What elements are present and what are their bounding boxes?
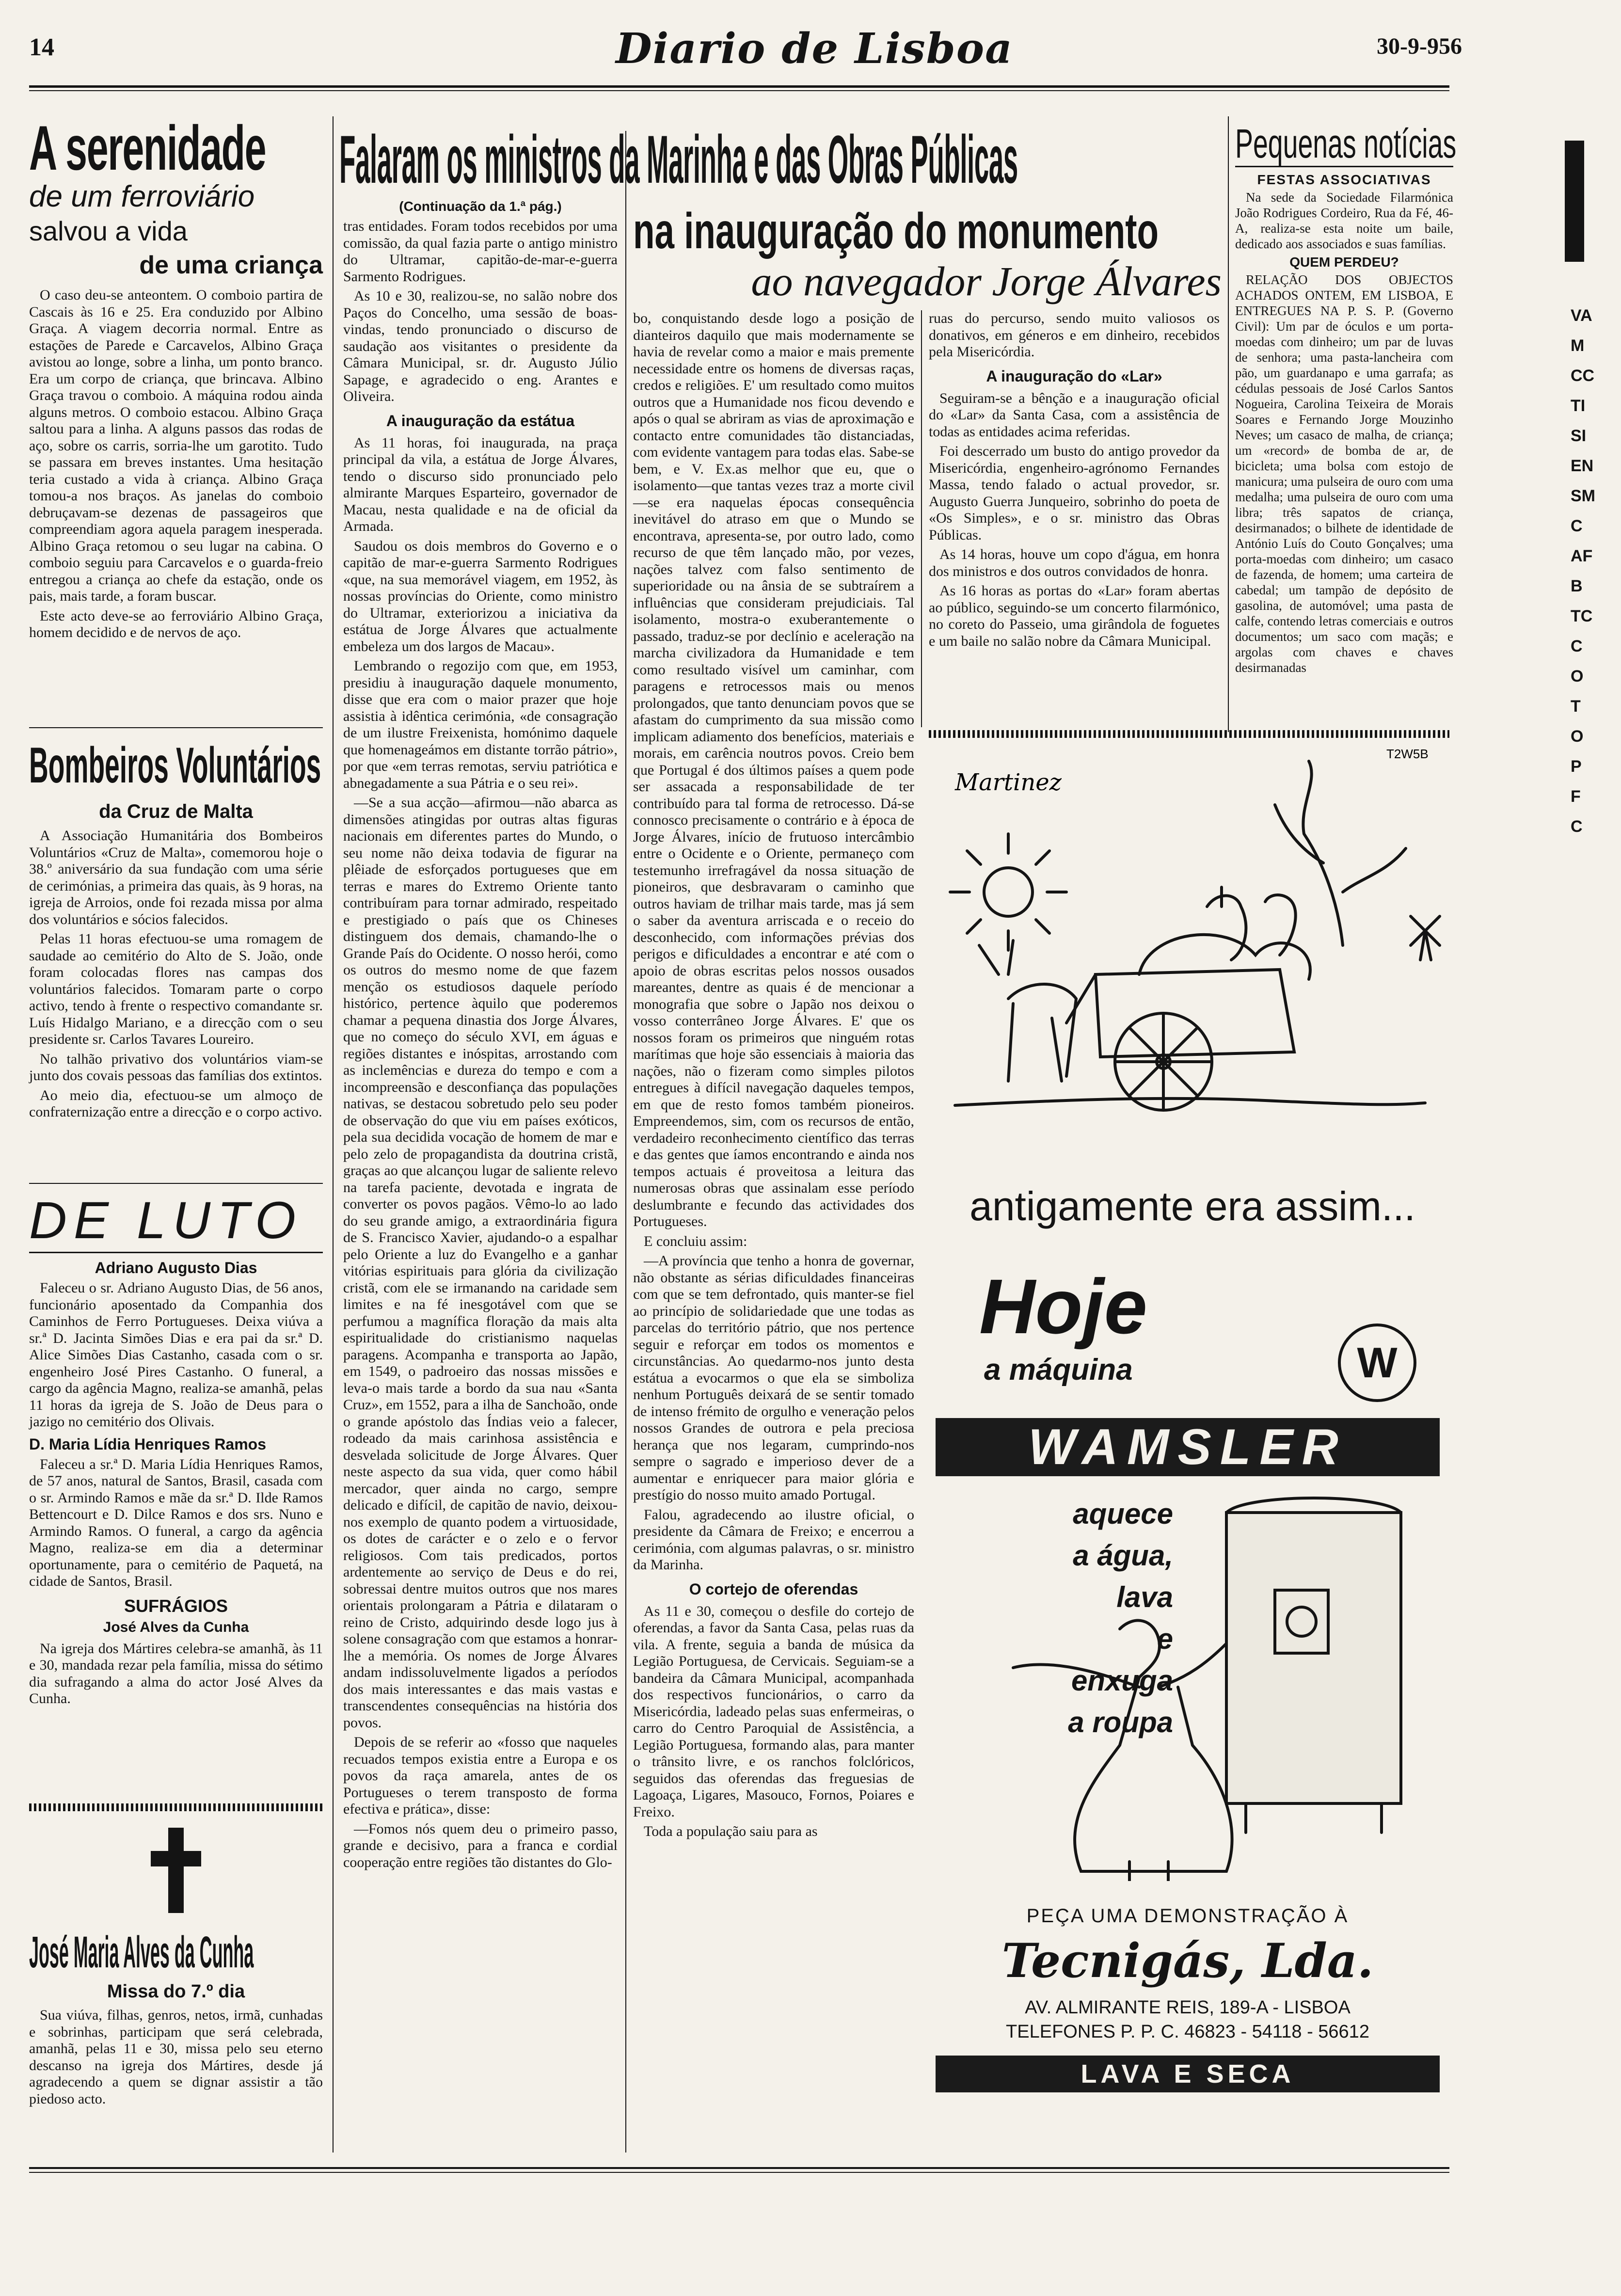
wamsler-logo-icon bbox=[1338, 1323, 1416, 1402]
obituary-notice bbox=[29, 1927, 323, 2110]
logo-letter: W bbox=[1357, 1339, 1398, 1387]
feature-line: a água, bbox=[1073, 1539, 1173, 1572]
pequenas-noticias bbox=[1235, 120, 1457, 678]
company-phones: TELEFONES P. P. C. 46823 - 54118 - 56612 bbox=[1006, 2022, 1369, 2042]
ministros-paragraph: —Se a sua acção—afirmou—não abarca as dimensões atingidas por outras altas figuras nacionais em diferentes partes do Mundo, o seu nome não deixa todavia de figurar na plêiade de esforçados portugueses que em terras e mares do Extremo Oriente tanto contribuíram para tornar admirado, respeitado e prestigiado o país que os Chineses distinguem dos demais, chamando-lhe o Grande País do Ocidente. O nosso herói, como os outros do mesmo nome de que fazem menção os estudiosos daquele período histórico, pertence àquilo que poderemos chamar a pequena dinastia dos Jorge Álvares, que no começo do século XVI, em águas e regiões distantes e inóspitas, arrostando com as inclemências e dureza do tempo e com a incompreensão e desconfiança das populações nativas, se destacou sobretudo pelo seu poder de observação do que viu em países exóticos, pela sua decidida vocação de homem de mar e pelo zelo de propagandista da doutrina cristã, graças ao que alcançou lugar de saliente relevo na tarefa paciente, devotada e ingrata de converter os povos pagãos. Vêmo-lo ao lado do seu grande amigo, a extraordinária figura de S. Francisco Xavier, ajudando-o a espalhar pelo Oriente a luz do Evangelho e a ganhar vitórias espirituais para glória da civilização cristã, com ele se irmanando na caridade sem limites e na fé inesgotável com que se perfumou a magnífica floração da mais alta espiritualidade do cristianismo naquelas paragens. Acompanha e transporta ao Japão, em 1549, o padroeiro das nossas missões e leva-o mais tarde a bordo da sua nau «Santa Cruz», em 1552, para a ilha de Sanchoão, onde o grande apóstolo das Índias veio a falecer, rodeado da mais carinhosa assistência e desvelada solicitude de Jorge Álvares. Quer neste aspecto da sua vida, quer como hábil mercador, quer ainda no cargo, sempre delicado e difícil, de capitão de navio, deixou-nos exemplo de quanto podem a virtuosidade, os dotes de carácter e o zelo e o fervor religiosos. Com tais predicados, portos ardentemente ao serviço de Deus e do rei, sobressai dentre muitos outros que nos mares orientais prolongaram a Pátria e dilataram o reino de Cristo, adquirindo desde logo jus à solene consagração com que estamos a honrar-lhe a memória. Os nomes de Jorge Álvares andam indissoluvelmente ligados a períodos dos mais interessantes e das mais vastas e transcendentes consequências na história dos povos. bbox=[343, 795, 618, 1731]
serenidade-deck-3: de uma criança bbox=[139, 251, 323, 279]
ministros-paragraph: As 11 e 30, começou o desfile do cortejo de oferendas, a favor da Santa Casa, pelas ruas da vila. A frente, seguia a banda de música da Legião Portuguesa, de Cervicais. Seguiam-se a bandeira da Câmara Municipal, acompanhada dos respectivos funcionários, o carro da Misericórdia, ladeado pelas suas enfermeiras, o carro do Centro Paroquial de Assistência, a Legião Portuguesa, formando alas, para manter o trânsito livre, e os ranchos folclóricos, seguidos das oferendas das freguesias de Lagoaça, Ligares, Masouco, Fornos, Poiares e Freixo. bbox=[633, 1603, 914, 1820]
luto-paragraph: Na igreja dos Mártires celebra-se amanhã, às 11 e 30, mandada rezar pela família, missa do sétimo dia sufragando a alma do actor José Alves da Cunha. bbox=[29, 1640, 323, 1706]
ministros-paragraph: As 10 e 30, realizou-se, no salão nobre dos Paços do Concelho, uma sessão de boas-vindas, tendo pronunciado o discurso de saudação aos visitantes o presidente da Câmara Municipal, sr. dr. Augusto Júlio Sapage, e agradecido o eng. Arantes e Oliveira. bbox=[343, 288, 618, 404]
sun-rays bbox=[950, 834, 1066, 950]
feature-line: e enxuga bbox=[1071, 1623, 1173, 1697]
masthead: Diario de Lisboa bbox=[616, 24, 1013, 73]
margin-letters: C bbox=[1571, 817, 1583, 836]
ministros-paragraph: Depois de se referir ao «fosso que naqueles recuados tempos existia entre a Europa e os povos da raça amarela, antes de os Portugueses o terem transposto de forma efectiva e prática», disse: bbox=[343, 1734, 618, 1817]
serenidade-article bbox=[29, 112, 323, 644]
margin-letters: CC bbox=[1571, 367, 1595, 385]
ministros-paragraph: As 11 horas, foi inaugurada, na praça principal da vila, a estátua de Jorge Álvares, tendo o discurso sido pronunciado pelo almirante Marques Esparteiro, governador de Macau, nesta qualidade e na de oficial da Armada. bbox=[343, 434, 618, 534]
margin-letters: O bbox=[1571, 667, 1584, 686]
pequenas-headline: Pequenas notícias bbox=[1235, 121, 1457, 166]
bombeiros-paragraph: No talhão privativo dos voluntários viam-se junto dos covais pessoas das famílias dos extintos. bbox=[29, 1051, 323, 1084]
bombeiros-paragraph: Ao meio dia, efectuou-se um almoço de confraternização entre a direcção e o corpo activo. bbox=[29, 1087, 323, 1120]
luto-name-2: D. Maria Lídia Henriques Ramos bbox=[29, 1435, 267, 1453]
serenidade-paragraph: O caso deu-se anteontem. O comboio partira de Cascais às 16 e 25. Era conduzido por Albino Graça. A viagem decorria normal. Entre as estações de Parede e Carcavelos, Albino Graça avistou ao longe, sobre a linha, um ponto branco. Era um corpo de criança, que brincava. Albino Graça travou o comboio. A máquina rodou ainda alguns metros. O comboio estacou. Albino Graça saltou para a linha. A alguns passos das rodas de aço, sobre os carris, sorria-lhe um garotito. Tudo se passara em breves instantes. Uma hesitação teria custado a vida à criança. Albino Graça tomou-a nos braços. As janelas do comboio debruçavam-se dezenas de passageiros que compreendiam agora aquela paragem inesperada. Albino Graça retomou o seu lugar na cabina. O comboio seguiu para Carcavelos e o guarda-freio entregou a criança ao chefe da estação, onde os pais, mais tarde, a foram buscar. bbox=[29, 287, 323, 604]
serenidade-headline: A serenidade bbox=[29, 112, 266, 183]
bombeiros-subhead: da Cruz de Malta bbox=[99, 801, 253, 822]
cross-icon bbox=[151, 1828, 201, 1913]
luto-name-1: Adriano Augusto Dias bbox=[95, 1259, 257, 1276]
pequenas-body: Na sede da Sociedade Filarmónica João Rodrigues Cordeiro, Rua da Fé, 46-A, realiza-se esta noite um baile, dedicado aos associados e suas famílias. bbox=[1235, 190, 1453, 251]
wamsler-ad bbox=[936, 747, 1449, 2125]
artist-signature: Martinez bbox=[955, 769, 1062, 796]
margin-letters: T bbox=[1571, 697, 1581, 716]
bombeiros-paragraph: Pelas 11 horas efectuou-se uma romagem de saudade ao cemitério do Alto de S. João, onde foram colocadas flores nas campas dos voluntários falecidos. Tomaram parte o corpo activo, tendo à frente o respectivo comandante sr. Luís Hidalgo Mariano, e a direcção com o seu presidente sr. Carlos Tavares Loureiro. bbox=[29, 931, 323, 1047]
margin-letters: TI bbox=[1571, 397, 1586, 415]
ministros-paragraph: tras entidades. Foram todos recebidos por uma comissão, da qual fazia parte o antigo ministro do Ultramar, capitão-de-mar-e-guerra Sarmento Rodrigues. bbox=[343, 218, 618, 285]
margin-letters: TC bbox=[1571, 607, 1593, 625]
page-number: 14 bbox=[29, 33, 54, 61]
subhead-estatua: A inauguração da estátua bbox=[386, 412, 575, 430]
margin-letters: EN bbox=[1571, 457, 1594, 475]
pequenas-sub-festas: FESTAS ASSOCIATIVAS bbox=[1257, 172, 1431, 187]
ministros-headline-line2: na inauguração do monumento bbox=[633, 203, 1159, 259]
figure-woman bbox=[1207, 887, 1246, 960]
luto-name-3: José Alves da Cunha bbox=[103, 1619, 249, 1635]
ad-bottom-banner: LAVA E SECA SIMULTANEAMENTE bbox=[936, 2056, 1440, 2092]
ministros-column-1 bbox=[343, 199, 618, 1874]
obituary-body: Sua viúva, filhas, genros, netos, irmã, cunhadas e sobrinhas, participam que será celebrada, amanhã, pelas 11 e 30, missa pelo seu eterno descanso na igreja dos Mártires, desde já agradecendo a quem se dignar assistir a tão piedoso acto. bbox=[29, 2007, 323, 2107]
subhead-cortejo: O cortejo de oferendas bbox=[689, 1580, 858, 1598]
subhead-lar: A inauguração do «Lar» bbox=[986, 367, 1162, 385]
margin-letters: O bbox=[1571, 727, 1584, 746]
pequenas-body: RELAÇÃO DOS OBJECTOS ACHADOS ONTEM, EM LISBOA, E ENTREGUES NA P. S. P. (Governo Civil): Um par de óculos e um porta-moedas com dinheiro; um par de luvas de senhora; uma pasta-lancheira com pão, um guardanapo e uma garrafa; as cédulas pessoais de José Carlos Santos Nogueira, Carolina Teixeira de Morais Soares e Fernando Jorge Mouzinho Neves; um casaco de malha, de criança; um «record» de bomba de ar, de bicicleta; uma bolsa com estojo de manicura; uma pulseira de ouro com uma medalha; uma pulseira de ouro com uma libra; três sapatos de criança, desirmanados; o bilhete de identidade de António Luís do Couto Gonçalves; uma porta-moedas com dinheiro; um casaco de fazenda, de homem; uma carteira de cabedal; um tampão de depósito de gasolina, de automóvel; uma pasta de calfe, contendo letras comerciais e outros documentos; um saco com maçãs; e argolas com chaves e chaves desirmanadas bbox=[1235, 272, 1453, 675]
washing-machine-illustration bbox=[936, 1483, 1440, 1881]
margin-letters: M bbox=[1571, 336, 1585, 355]
serenidade-body bbox=[29, 287, 323, 641]
feature-line: aquece bbox=[1073, 1498, 1173, 1530]
margin-bar bbox=[1565, 141, 1584, 262]
ad-tagline-old: antigamente era assim... bbox=[969, 1183, 1415, 1229]
company-address: AV. ALMIRANTE REIS, 189-A - LISBOA bbox=[1025, 1997, 1351, 2018]
luto-paragraph: Faleceu a sr.ª D. Maria Lídia Henriques Ramos, de 57 anos, natural de Santos, Brasil, casada com o sr. Armindo Ramos e mãe da sr.ª D. Ilde Ramos Bettencourt e D. Dilce Ramos e dos srs. Nuno e Armindo Ramos. O funeral, a cargo da agência Magno, realiza-se em dia a determinar oportunamente, para o cemitério de Paquetá, na cidade de Santos, Brasil. bbox=[29, 1456, 323, 1589]
margin-letters: P bbox=[1571, 757, 1582, 776]
ad-hoje: Hoje bbox=[979, 1263, 1147, 1350]
ministros-paragraph: E concluiu assim: bbox=[644, 1233, 747, 1249]
sufragios-label: SUFRÁGIOS bbox=[124, 1595, 228, 1616]
feature-line: a roupa bbox=[1068, 1706, 1173, 1738]
feature-line: lava bbox=[1116, 1581, 1173, 1613]
ministros-paragraph: Foi descerrado um busto do antigo provedor da Misericórdia, engenheiro-agrónomo Fernandes Massa, tendo falado o actual provedor, sr. Augusto Guerra Junqueiro, sobrinho do poeta de «Os Simples», e o sr. ministro das Obras Públicas. bbox=[929, 443, 1220, 543]
ad-illustration bbox=[936, 747, 1449, 1173]
obituary-name: José Maria Alves da Cunha bbox=[29, 1928, 254, 1977]
ministros-column-2 bbox=[633, 310, 914, 1843]
ad-ref-code: T2W5B bbox=[1386, 747, 1429, 761]
ministros-paragraph: Saudou os dois membros do Governo e o capitão de mar-e-guerra Sarmento Rodrigues «que, na sua memorável viagem, em 1952, às nossas províncias do Oriente, como ministro do Ultramar, exteriorizou a iniciativa da estátua de Jorge Álvares que actualmente embeleza um dos largos de Macau». bbox=[343, 538, 618, 654]
margin-letters: C bbox=[1571, 517, 1583, 535]
luto-paragraph: Faleceu o sr. Adriano Augusto Dias, de 56 anos, funcionário aposentado da Companhia dos Caminhos de Ferro Portugueses. Deixa viúva a sr.ª D. Jacinta Simões Dias e era pai da sr.ª D. Alice Simões Dias Castanho, casada com o sr. engenheiro José Pires Castanho. O funeral, a cargo da agência Magno, realiza-se amanhã, pelas 11 horas da igreja de S. João de Deus para o jazigo no cemitério dos Olivais. bbox=[29, 1280, 323, 1430]
sun-icon bbox=[984, 868, 1033, 916]
serenidade-paragraph: Este acto deve-se ao ferroviário Albino Graça, homem decidido e de nervos de aço. bbox=[29, 607, 323, 640]
ministros-paragraph: ruas do percurso, sendo muito valiosos os donativos, em géneros e em dinheiro, recebidos pela Misericórdia. bbox=[929, 310, 1220, 360]
demo-line: PEÇA UMA DEMONSTRAÇÃO À bbox=[1026, 1905, 1349, 1927]
ministros-paragraph: As 14 horas, houve um copo d'água, em honra dos ministros e dos outros convidados de honra. bbox=[929, 546, 1220, 579]
serenidade-deck-2: salvou a vida bbox=[29, 216, 188, 246]
serenidade-deck-1: de um ferroviário bbox=[29, 180, 255, 213]
luto-section bbox=[29, 1191, 323, 1710]
issue-date: 30-9-956 bbox=[1377, 33, 1462, 59]
margin-letters: VA bbox=[1571, 306, 1592, 325]
margin-letters: C bbox=[1571, 637, 1583, 655]
ministros-headline: Falaram os ministros da Marinha e das Obras Públicas bbox=[339, 121, 1018, 197]
ministros-paragraph: Falou, agradecendo ao ilustre oficial, o presidente da Câmara de Freixo; e encerrou a cerimónia, com algumas palavras, o sr. ministro da Marinha. bbox=[633, 1506, 914, 1573]
continuation-note: (Continuação da 1.ª pág.) bbox=[399, 199, 562, 214]
margin-letters: B bbox=[1571, 577, 1583, 595]
ministros-paragraph: Lembrando o regozijo com que, em 1953, presidiu à inauguração daquele monumento, disse que era com o maior prazer que hoje assistia à idêntica cerimónia, «de consagração de um ilustre Freixenista, homónimo daquele que homenageámos em distante torrão pátrio», por que «em terras remotas, serviu patriótica e abnegadamente a sua Pátria e o seu rei». bbox=[343, 658, 618, 791]
ministros-paragraph: —Fomos nós quem deu o primeiro passo, grande e decisivo, para a franca e cordial cooperação entre regiões tão distantes do Glo- bbox=[343, 1820, 618, 1870]
ministros-paragraph: Seguiram-se a bênção e a inauguração oficial do «Lar» da Santa Casa, com a assistência de todas as entidades acima referidas. bbox=[929, 390, 1220, 440]
windmill-icon bbox=[1411, 916, 1440, 960]
obituary-subhead: Missa do 7.º dia bbox=[107, 1981, 245, 2002]
bombeiros-body bbox=[29, 828, 323, 1121]
ad-a-maquina: a máquina bbox=[984, 1353, 1133, 1387]
margin-letters: SI bbox=[1571, 427, 1587, 445]
company-name: Tecnigás, Lda. bbox=[1001, 1933, 1374, 1988]
pequenas-sub-perdeu: QUEM PERDEU? bbox=[1289, 255, 1399, 270]
luto-headline: DE LUTO bbox=[29, 1191, 303, 1249]
ministros-column-3 bbox=[929, 310, 1220, 653]
margin-letters: SM bbox=[1571, 487, 1595, 505]
donkey-icon bbox=[979, 941, 1076, 1081]
ministros-paragraph: —A província que tenho a honra de governar, não obstante as sérias dificuldades financeiras com que se tem defrontado, quis manter-se fiel ao princípio de solidariedade que une todas as parcelas do território pátrio, que nos pertence seguir e reforçar em todos os momentos e circunstâncias. Ao quedarmo-nos junto desta estátua a evocarmos o que ela se simboliza nenhum Português deixará de se sentir tomado de intenso frémito de orgulho e veneração pelos nossos Grandes de outrora e pela preciosa herança que nos legaram, cumprindo-nos sempre o sagrado e imperioso dever de a aumentar e enriquecer para maior glória e prestígio do nosso muito amado Portugal. bbox=[633, 1253, 914, 1503]
ministros-paragraph: bo, conquistando desde logo a posição de dianteiros daquilo que mais modernamente se havia de revelar como a maior e mais premente necessidade entre os homens de diversas raças, credos e religiões. E' um resultado como muitos outros que a Humanidade nos ficou devendo e após o qual se abriram as vias de aproximação e contacto entre comunidades tão distanciadas, com evidente vantagem para todas elas. Sabe-se bem, e V. Ex.as melhor que eu, que o isolamento—que tantas vezes traz a morte civil—se era naquelas épocas consequência inevitável do atraso em que o Mundo se encontrava, apresenta-se, por outro lado, como recurso de que têm lançado mão, por vezes, nações talvez com falso sentimento de superioridade ou na ânsia de se subtraírem a influências que consideram prejudiciais. Tal isolamento, mostra-o exuberantemente o passado, traduz-se por declínio e aceleração na marcha civilizadora da Humanidade e tem como resultado visível um caminhar, com paragens e retrocessos mais ou menos prolongados, que tanto denunciam povos que se afastam do cumprimento da sua missão como implicam adiamento dos benefícios, materiais e morais, em carência noutros povos. Creio bem que Portugal é dos últimos países a quem pode ser assacada a responsabilidade de ter contribuído para tal forma de retrocesso. Dá-se connosco precisamente o contrário e à época de Jorge Álvares, início de frutuoso intercâmbio entre o Ocidente e o Oriente, permaneço com testemunho irrefragável da nossa situação de pioneiros, que desbravaram o caminho que outros haviam de trilhar mais tarde, mas já sem o saber da aventura arriscada e o receio do desconhecido, com informações prévias dos perigos e dificuldades a encontrar e até com o apoio de obras escritas pelos nossos ousados mareantes, dentre as quais é de mencionar a monografia que sobre o Japão nos deixou o vosso conterrâneo Jorge Álvares. E' que os nossos foram os primeiros que ninguém rotas marítimas que hoje são essenciais à maioria das nações, não o fizeram como simples pilotos entregues à difícil navegação daqueles tempos, em que de resto fomos também pioneiros. Empreendemos, sim, com os recursos de então, verdadeiro reconhecimento científico das terras e das gentes que íamos encontrando e ainda nos tempos actuais é proveitosa a leitura das numerosas obras que assinalam esse período deslumbrante e fecundo das actividades dos Portugueses. bbox=[633, 310, 914, 1229]
ministros-headline-line3: ao navegador Jorge Álvares bbox=[751, 258, 1222, 304]
bombeiros-headline: Bombeiros Voluntários bbox=[29, 737, 321, 794]
margin-letters: F bbox=[1571, 787, 1581, 806]
ministros-paragraph: As 16 horas as portas do «Lar» foram abertas ao público, seguindo-se um concerto filarmónico, no coreto do Passeio, uma girândola de foguetes e um baile no salão nobre da Câmara Municipal. bbox=[929, 583, 1220, 649]
ministros-paragraph: Toda a população saiu para as bbox=[644, 1823, 818, 1839]
margin-next-page bbox=[1571, 301, 1609, 842]
bombeiros-article bbox=[29, 737, 323, 1124]
margin-letters: AF bbox=[1571, 547, 1593, 565]
woman-figure-icon bbox=[1013, 1621, 1232, 1871]
brand-banner: WAMSLER bbox=[936, 1418, 1440, 1476]
washer-body-icon bbox=[1226, 1513, 1401, 1803]
bombeiros-paragraph: A Associação Humanitária dos Bombeiros Voluntários «Cruz de Malta», comemorou hoje o 38.º aniversário da sua fundação com uma série de cerimónias, a primeira das quais, às 9 horas, na igreja de Arroios, onde foi rezada missa por alma dos voluntários e sócios falecidos. bbox=[29, 828, 323, 927]
